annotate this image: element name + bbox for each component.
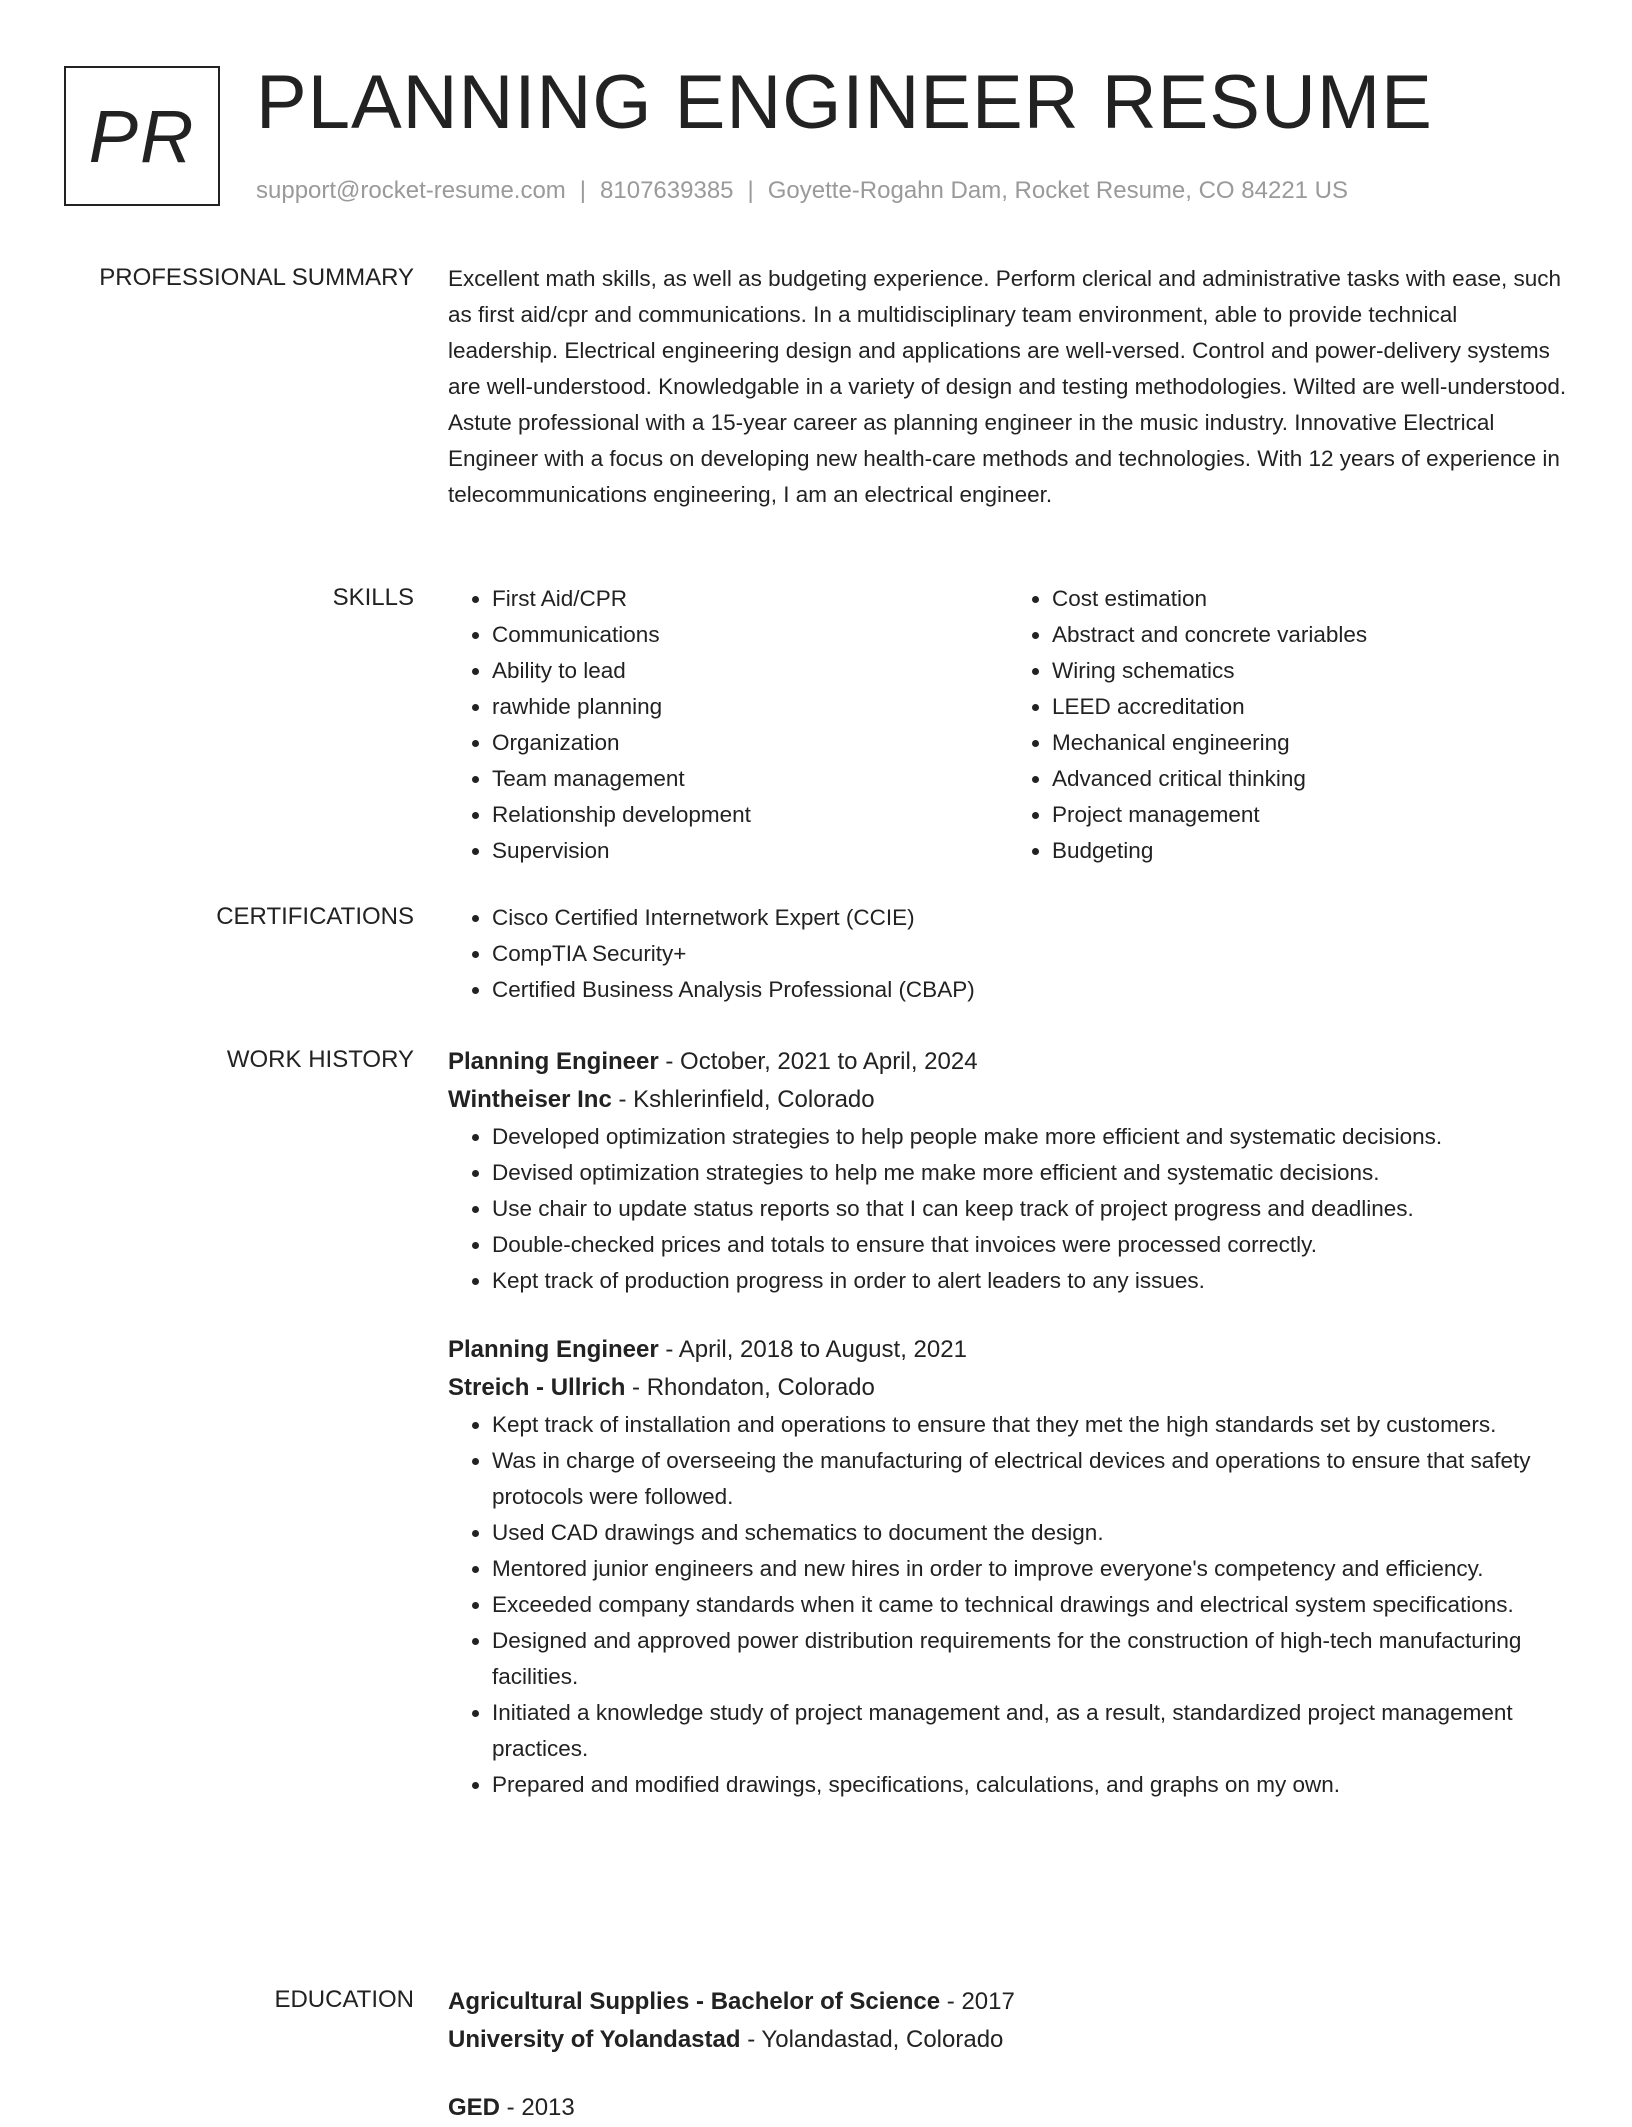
skill-item: • Team management [492,761,1008,797]
skill-item: • Budgeting [1052,833,1568,869]
skill-item: • Abstract and concrete variables [1052,617,1568,653]
skill-item: • LEED accreditation [1052,689,1568,725]
work-body [448,1043,1568,1803]
education-entry [448,2089,1568,2127]
skills-list-right [1008,581,1568,869]
education-location: - Yolandastad, Colorado [740,2026,1004,2053]
skill-item: • Relationship development [492,797,1008,833]
monogram-initials: PR [88,94,196,178]
skill-item: • First Aid/CPR [492,581,1008,617]
job-company-line [448,1369,1568,1407]
section-label-certifications: CERTIFICATIONS [216,903,414,930]
summary-text: Excellent math skills, as well as budgeting experience. Perform clerical and administrative tasks with ease, such as first aid/cpr and communications. In a multidisciplinary team environment, able to provide technical leadership. Electrical engineering design and applications are well-versed. Control and power-delivery systems are well-understood. Knowledgable in a variety of design and testing methodologies. Wilted are well-understood. Astute professional with a 15-year career as planning engineer in the music industry. Innovative Electrical Engineer with a focus on developing new health-care methods and technologies. With 12 years of experience in telecommunications engineering, I am an electrical engineer. [448,266,1567,507]
skill-item: • Ability to lead [492,653,1008,689]
skill-item: • Communications [492,617,1008,653]
contact-address: Goyette-Rogahn Dam, Rocket Resume, CO 84221 US [767,177,1349,204]
skills-columns [448,581,1568,869]
skills-list-left [448,581,1008,869]
section-label-education: EDUCATION [274,1986,414,2013]
job-dates: - April, 2018 to August, 2021 [658,1336,967,1363]
job-title: Planning Engineer [448,1048,659,1075]
skill-item: • rawhide planning [492,689,1008,725]
contact-email[interactable]: support@rocket-resume.com [256,177,566,204]
job-bullet: • Used CAD drawings and schematics to document the design. [492,1515,1568,1551]
job-bullets [448,1119,1568,1299]
job-dates: - October, 2021 to April, 2024 [658,1048,978,1075]
skill-item: • Supervision [492,833,1008,869]
skill-item: • Wiring schematics [1052,653,1568,689]
job-bullet: • Use chair to update status reports so that I can keep track of project progress and deadlines. [492,1191,1568,1227]
job-bullets [448,1407,1568,1803]
job-bullet: • Exceeded company standards when it came to technical drawings and electrical system specifications. [492,1587,1568,1623]
section-label-work: WORK HISTORY [226,1046,414,1073]
education-year: - 2013 [500,2094,575,2121]
skill-item: • Organization [492,725,1008,761]
job-title: Planning Engineer [448,1336,659,1363]
education-degree-line [448,2089,1568,2127]
skill-item: • Project management [1052,797,1568,833]
job-bullet: • Devised optimization strategies to help me make more efficient and systematic decisions. [492,1155,1568,1191]
education-degree-line [448,1983,1568,2021]
job-bullet: • Prepared and modified drawings, specifications, calculations, and graphs on my own. [492,1767,1568,1803]
job-bullet: • Double-checked prices and totals to ensure that invoices were processed correctly. [492,1227,1568,1263]
certifications-body [448,900,1568,1008]
skill-item: • Cost estimation [1052,581,1568,617]
education-school: University of Yolandastad [448,2026,741,2053]
certification-item: • Cisco Certified Internetwork Expert (CCIE) [492,900,1568,936]
education-school-line [448,2021,1568,2059]
certification-item: • Certified Business Analysis Professional (CBAP) [492,972,1568,1008]
skill-item: • Advanced critical thinking [1052,761,1568,797]
job-title-line [448,1043,1568,1081]
job-bullet: • Kept track of installation and operations to ensure that they met the high standards set by customers. [492,1407,1568,1443]
section-label-skills: SKILLS [332,584,414,611]
education-degree: Agricultural Supplies - Bachelor of Science [448,1988,941,2015]
certification-item: • CompTIA Security+ [492,936,1568,972]
resume-title: PLANNING ENGINEER RESUME [256,60,1433,145]
job-entry [448,1331,1568,1803]
skill-item: • Mechanical engineering [1052,725,1568,761]
job-company: Streich - Ullrich [448,1374,626,1401]
job-location: - Rhondaton, Colorado [625,1374,875,1401]
job-bullet: • Initiated a knowledge study of project management and, as a result, standardized project management practices. [492,1695,1568,1767]
contact-phone[interactable]: 8107639385 [600,177,734,204]
job-bullet: • Mentored junior engineers and new hires in order to improve everyone's competency and efficiency. [492,1551,1568,1587]
contact-line [256,176,1348,206]
certifications-list [448,900,1568,1008]
education-degree: GED [448,2094,501,2121]
education-body [448,1983,1568,2127]
job-location: - Kshlerinfield, Colorado [611,1086,875,1113]
job-bullet: • Developed optimization strategies to help people make more efficient and systematic decisions. [492,1119,1568,1155]
job-company-line [448,1081,1568,1119]
contact-separator: | [747,177,754,204]
job-entry [448,1043,1568,1299]
monogram-box [64,66,220,206]
job-bullet: • Was in charge of overseeing the manufacturing of electrical devices and operations to ensure that safety protocols were followed. [492,1443,1568,1515]
education-year: - 2017 [940,1988,1015,2015]
job-bullet: • Designed and approved power distribution requirements for the construction of high-tech manufacturing facilities. [492,1623,1568,1695]
contact-separator: | [579,177,587,204]
section-label-summary: PROFESSIONAL SUMMARY [99,264,414,291]
job-title-line [448,1331,1568,1369]
job-company: Wintheiser Inc [448,1086,612,1113]
job-bullet: • Kept track of production progress in order to alert leaders to any issues. [492,1263,1568,1299]
education-entry [448,1983,1568,2059]
